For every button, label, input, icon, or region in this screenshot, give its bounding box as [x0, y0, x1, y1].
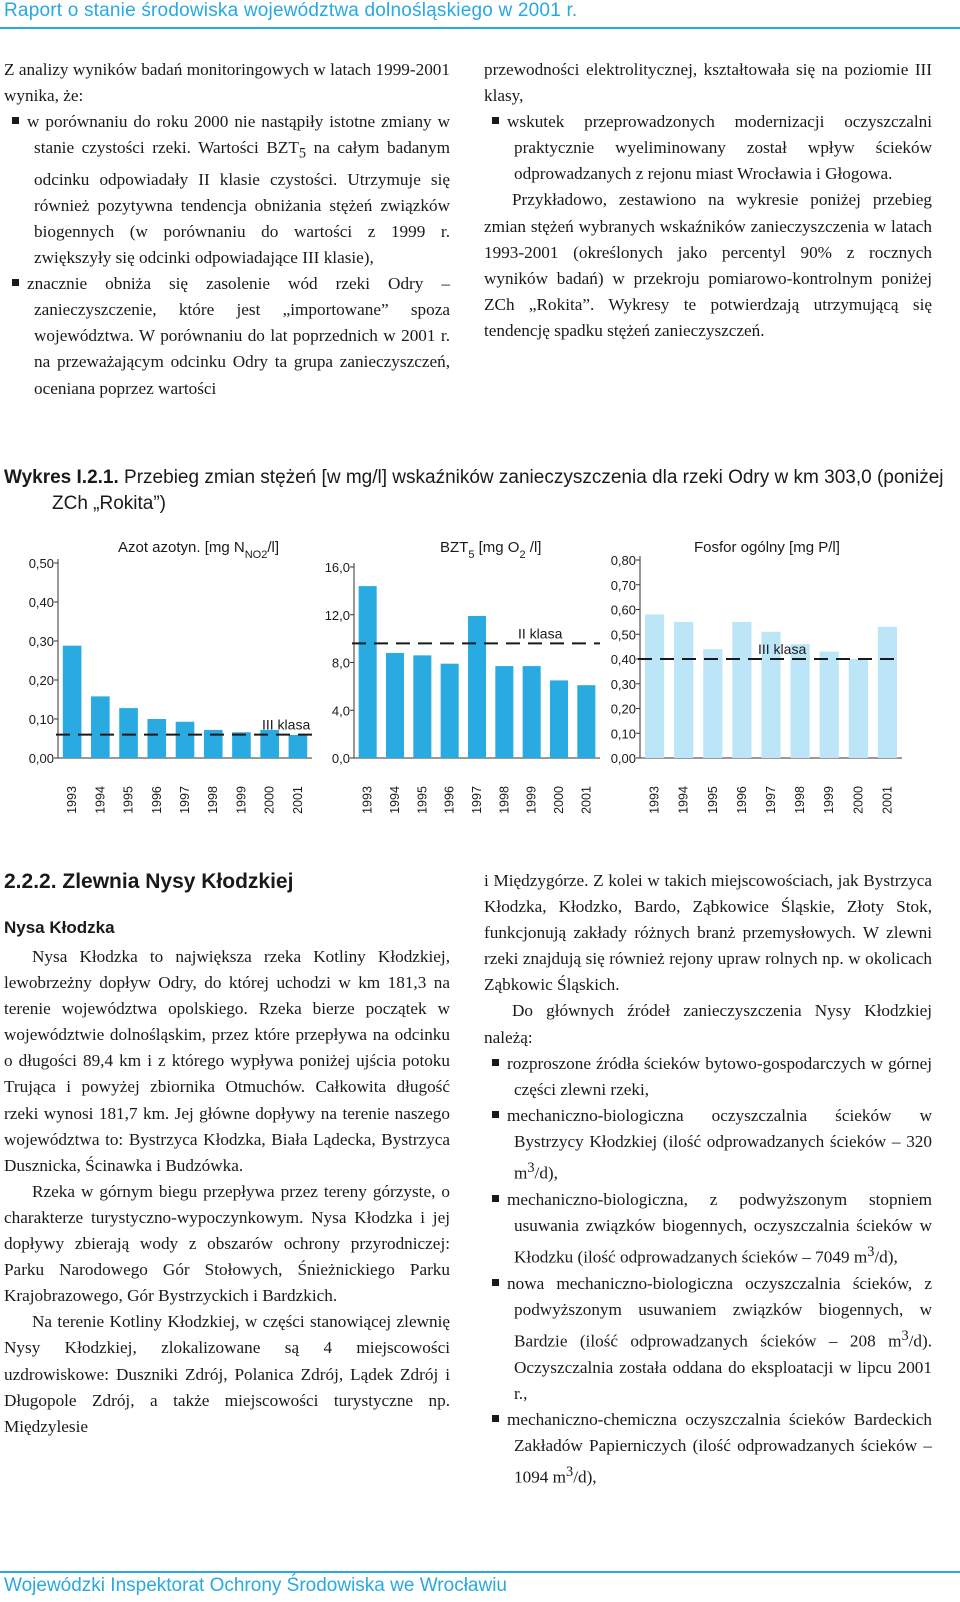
y-tick-label: 0,40	[28, 595, 54, 610]
chart-caption	[4, 465, 954, 517]
charts-figure	[0, 525, 960, 825]
y-tick-label: 0,20	[28, 673, 54, 688]
x-tick-label: 1999	[234, 786, 249, 814]
superscript: 3	[527, 1160, 535, 1177]
bar-1994	[386, 653, 404, 758]
paragraph: Nysa Kłodzka to największa rzeka Kotliny Kłodzkiej, lewobrzeżny dopływ Odry, do której uchodzi w km 181,3 na terenie województwa opolskiego. Rzeka bierze początek w województwie dolnośląskim, przez które przepływa na odcinku o długości 89,4 km i z którego wypływa poniżej ujścia potoku Trująca i powyżej zbiornika Otmuchów. Całkowita długość rzeki wynosi 181,7 km. Jej główne dopływy na terenie naszego województwa to: Bystrzyca Kłodzka, Biała Lądecka, Bystrzyca Dusznicka, Ścinawka i Budzówka.	[4, 947, 450, 1175]
x-tick-label: 1997	[470, 786, 484, 814]
y-tick-label: 0,30	[610, 676, 636, 692]
x-tick-label: 1994	[388, 786, 402, 814]
y-tick-label: 0,50	[28, 556, 54, 571]
bar-1998	[791, 644, 810, 758]
y-tick-label: 0,00	[610, 751, 636, 766]
bar-2000	[550, 680, 568, 758]
y-tick-label: 8,0	[331, 655, 350, 671]
paragraph: i Międzygórze. Z kolei w takich miejscowościach, jak Bystrzyca Kłodzka, Kłodzko, Bardo, Ząbkowice Śląskie, Złoty Stok, funkcjonują zakłady różnych branż przemysłowych. W zlewni rzeki znajdują się również rejony upraw rolnych np. w okolicach Ząbkowic Śląskich.	[484, 871, 932, 995]
paragraph: Do głównych źródeł zanieczyszczenia Nysy Kłodzkiej należą:	[484, 1001, 932, 1047]
x-tick-label: 1998	[206, 786, 221, 814]
bullet-text: nowa mechaniczno-biologiczna oczyszczalnia ścieków, z podwyższonym usuwaniem związków biogennych, w Bardzie (ilość odprowadzanych ścieków – 208 m	[507, 1273, 932, 1351]
bar-1993	[63, 646, 82, 758]
superscript: 3	[867, 1244, 875, 1261]
superscript: 3	[901, 1328, 909, 1345]
x-tick-label: 1998	[793, 786, 808, 814]
bullet-text: mechaniczno-biologiczna, z podwyższonym stopniem usuwania związków biogennych, oczyszczalnia ścieków w Kłodzku (ilość odprowadzanych ścieków – 7049 m	[507, 1189, 932, 1267]
bar-1993	[645, 614, 664, 758]
y-tick-label: 4,0	[331, 703, 350, 719]
x-tick-label: 1993	[647, 786, 662, 814]
bullet-item	[484, 1187, 932, 1271]
y-tick-label: 16,0	[324, 560, 350, 575]
bar-1995	[703, 649, 722, 758]
bullet-item	[484, 1271, 932, 1407]
class-threshold-label: III klasa	[758, 641, 807, 657]
y-tick-label: 0,20	[610, 701, 636, 717]
bullet-square-icon	[492, 1111, 499, 1118]
bar-2001	[289, 735, 308, 758]
bullet-text: mechaniczno-biologiczna oczyszczalnia ścieków w Bystrzycy Kłodzkiej (ilość odprowadzanych ścieków – 320 m	[507, 1105, 932, 1183]
superscript: 3	[566, 1464, 574, 1481]
y-tick-label: 0,00	[28, 751, 54, 766]
y-tick-label: 0,70	[610, 577, 636, 593]
y-tick-label: 0,60	[610, 602, 636, 618]
bar-2001	[878, 627, 897, 758]
top-left-column	[4, 57, 450, 402]
bullet-square-icon	[492, 1059, 499, 1066]
bar-1993	[359, 586, 377, 758]
bar-1996	[441, 664, 459, 758]
x-tick-label: 1998	[497, 786, 512, 814]
y-tick-label: 0,50	[610, 627, 636, 643]
paragraph: Rzeka w górnym biegu przepływa przez tereny górzyste, o charakterze turystyczno-wypoczynkowym. Nysa Kłodzka i jej dopływy zbierają wody z obszarów ochrony przyrodniczej: Parku Narodowego Gór Stołowych, Śnieżnickiego Parku Krajobrazowego, Gór Bystrzyckich i Bardzkich.	[4, 1181, 450, 1306]
bar-1995	[413, 655, 431, 758]
continued-paragraph: przewodności elektrolitycznej, kształtowała się na poziomie III klasy,	[484, 60, 932, 106]
bullet-square-icon	[492, 117, 499, 124]
bullet-text: /d),	[874, 1247, 898, 1267]
section-heading: 2.2.2. Zlewnia Nysy Kłodzkiej	[4, 870, 294, 893]
bar-2000	[849, 659, 868, 758]
bottom-right-column	[484, 868, 932, 1491]
x-tick-label: 1999	[524, 786, 539, 814]
y-tick-label: 0,40	[610, 652, 636, 667]
bar-1994	[91, 696, 110, 758]
chart-title: Azot azotyn. [mg $N_{NO2}/l$]	[118, 539, 280, 561]
top-right-column	[484, 57, 932, 344]
subscript: 5	[298, 145, 307, 162]
x-tick-label: 1997	[764, 786, 778, 814]
bullet-text: znacznie obniża się zasolenie wód rzeki Odry – zanieczyszczenie, które jest „importowane” spoza województwa. W porównaniu do lat poprzednich w 2001 r. na przeważającym odcinku Odry ta grupa zanieczyszczeń, oceniana poprzez wartości	[27, 274, 450, 398]
bar-1999	[820, 652, 839, 758]
chart-intro-paragraph: Przykładowo, zestawiono na wykresie poniżej przebieg zmian stężeń wybranych wskaźników zanieczyszczenia w latach 1993-2001 (określonych jako percentyl 90% z rocznych wyników badań) w przekroju pomiarowo-kontrolnym poniżej ZCh „Rokita”. Wykresy te potwierdzają utrzymującą się tendencję spadku stężeń zanieczyszczeń.	[484, 190, 932, 340]
x-tick-label: 1996	[442, 786, 457, 814]
bullet-square-icon	[492, 1195, 499, 1202]
page-header-title: Raport o stanie środowiska województwa dolnośląskiego w 2001 r.	[4, 0, 578, 21]
y-tick-label: 0,10	[28, 712, 54, 727]
intro-paragraph: Z analizy wyników badań monitoringowych w latach 1999-2001 wynika, że:	[4, 60, 450, 106]
bullet-square-icon	[492, 1279, 499, 1286]
bar-1999	[523, 666, 541, 758]
x-tick-label: 2001	[290, 786, 305, 814]
x-tick-label: 2000	[552, 786, 566, 814]
x-tick-label: 1994	[93, 786, 108, 814]
chart-title: Fosfor ogólny [mg P/l]	[694, 539, 840, 556]
chart-title: $BZT_5$ [mg $O_2$ /l]	[440, 539, 542, 561]
bullet-text: /d),	[534, 1163, 558, 1183]
x-tick-label: 2001	[579, 786, 594, 814]
section-subheading: Nysa Kłodzka	[4, 918, 115, 937]
bar-2001	[577, 685, 595, 758]
bullet-item	[484, 1051, 932, 1103]
bullet-text: /d),	[573, 1468, 597, 1487]
bullet-text: w porównaniu do roku 2000 nie nastąpiły istotne zmiany w stanie czystości rzeki. Wartości BZT	[27, 112, 450, 158]
caption-text: Przebieg zmian stężeń [w mg/l] wskaźników zanieczyszczenia dla rzeki Odry w km 303,0 (poniżej	[118, 467, 944, 488]
y-tick-label: 0,0	[331, 751, 350, 766]
x-tick-label: 1995	[121, 786, 136, 814]
bullet-text: rozproszone źródła ścieków bytowo-gospodarczych w górnej części zlewni rzeki,	[507, 1053, 932, 1099]
bullet-square-icon	[492, 1415, 499, 1422]
bullet-text: /d). Oczyszczalnia została oddana do eksploatacji w lipcu 2001 r.,	[514, 1331, 932, 1403]
footer-rule	[0, 1571, 960, 1573]
bullet-square-icon	[12, 279, 19, 286]
caption-label: Wykres I.2.1.	[4, 467, 119, 488]
bar-1999	[232, 732, 251, 758]
y-tick-label: 0,30	[28, 634, 54, 649]
bullet-text: wskutek przeprowadzonych modernizacji oczyszczalni praktycznie wyeliminowany został wpływ ścieków odprowadzanych z rejonu miast Wrocławia i Głogowa.	[507, 112, 932, 184]
x-tick-label: 1996	[149, 786, 164, 814]
x-tick-label: 1995	[705, 786, 720, 814]
x-tick-label: 2000	[262, 786, 277, 814]
bar-1996	[147, 719, 166, 758]
class-threshold-label: III klasa	[262, 716, 311, 733]
paragraph: Na terenie Kotliny Kłodzkiej, w części stanowiącej zlewnię Nysy Kłodzkiej, zlokalizowane są 4 miejscowości uzdrowiskowe: Duszniki Zdrój, Polanica Zdrój, Lądek Zdrój i Długopole Zdrój, a także miejscowości turystyczne np. Międzylesie	[4, 1312, 450, 1436]
bar-1998	[495, 666, 513, 758]
caption-text-line2: ZCh „Rokita”)	[52, 493, 167, 514]
bar-1995	[119, 708, 138, 758]
bullet-text: mechaniczno-chemiczna oczyszczalnia ścieków Bardeckich Zakładów Papierniczych (ilość odprowadzanych ścieków – 1094 m	[507, 1410, 932, 1487]
bullet-item	[484, 109, 932, 187]
x-tick-label: 2000	[851, 786, 866, 814]
header-rule	[0, 27, 960, 29]
page-footer-text: Wojewódzki Inspektorat Ochrony Środowiska we Wrocławiu	[4, 1575, 507, 1596]
y-tick-label: 0,80	[610, 553, 636, 568]
bullet-square-icon	[12, 117, 19, 124]
bullet-item	[4, 271, 450, 401]
x-tick-label: 1997	[178, 786, 192, 814]
x-tick-label: 2001	[880, 786, 895, 814]
bullet-item	[484, 1407, 932, 1491]
bullet-item	[484, 1103, 932, 1187]
x-tick-label: 1993	[360, 786, 375, 814]
bar-1996	[732, 622, 751, 758]
bar-1997	[468, 616, 486, 758]
y-tick-label: 12,0	[324, 607, 350, 623]
x-tick-label: 1995	[415, 786, 430, 814]
bullet-item	[4, 109, 450, 271]
x-tick-label: 1996	[734, 786, 749, 814]
class-threshold-label: II klasa	[518, 625, 563, 642]
x-tick-label: 1999	[822, 786, 837, 814]
x-tick-label: 1994	[676, 786, 691, 814]
x-tick-label: 1993	[65, 786, 80, 814]
bar-1997	[176, 722, 195, 758]
bullet-text: na całym badanym odcinku odpowiadały II klasie czystości. Utrzymuje się również pozytywna tendencja obniżania stężeń związków biogennych (w porównaniu do wartości z 1999 r. zwiększyły się odcinki odpowiadające III klasie),	[34, 138, 450, 268]
bar-1994	[674, 622, 693, 758]
bottom-left-column	[4, 944, 450, 1440]
y-tick-label: 0,10	[610, 726, 636, 742]
